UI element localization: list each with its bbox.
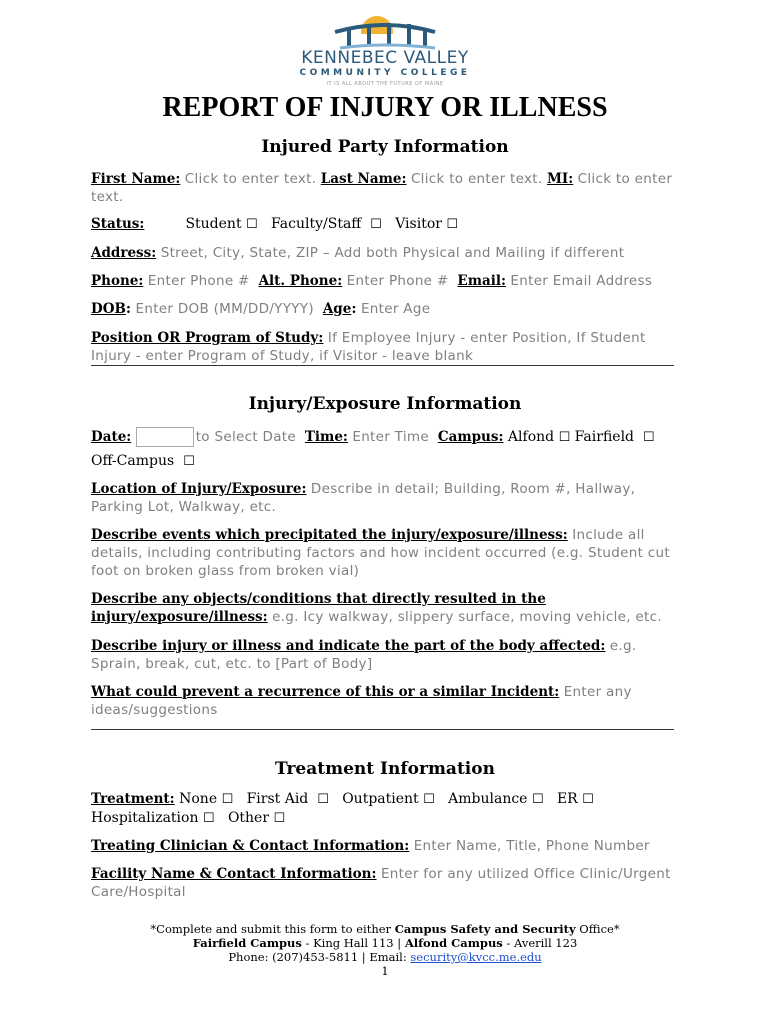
logo-line1: KENNEBEC VALLEY <box>301 48 469 68</box>
section-treatment: Treatment Information <box>275 759 495 779</box>
treatment-hospitalization-checkbox[interactable]: ☐ <box>202 811 215 826</box>
events-field-wrap-2[interactable]: foot on broken glass from broken vial) <box>91 563 360 579</box>
treatment-ambulance-label: Ambulance <box>448 791 528 807</box>
bodypart-field-wrap[interactable]: Sprain, break, cut, etc. to [Part of Body] <box>91 656 373 672</box>
footer-email-link[interactable]: security@kvcc.me.edu <box>410 950 542 964</box>
location-label: Location of Injury/Exposure: <box>91 481 307 497</box>
treatment-none-checkbox[interactable]: ☐ <box>221 792 234 807</box>
footer-alfond-location: - Averill 123 <box>502 936 578 950</box>
status-label: Status: <box>91 216 145 232</box>
section-divider <box>91 365 674 366</box>
events-field[interactable]: Include all <box>572 527 645 543</box>
offcampus-row <box>91 452 681 471</box>
email-label: Email: <box>457 273 506 289</box>
treatment-firstaid-label: First Aid <box>246 791 309 807</box>
objects-row <box>91 590 681 626</box>
mi-label: MI: <box>546 171 574 187</box>
logo-tagline: IT IS ALL ABOUT THE FUTURE OF MAINE <box>326 81 444 87</box>
footer-line1 <box>0 922 770 936</box>
bodypart-field[interactable]: e.g. <box>609 638 637 654</box>
location-row <box>91 480 681 516</box>
time-field[interactable]: Enter Time <box>352 429 429 445</box>
date-row <box>91 427 681 447</box>
date-picker[interactable] <box>136 427 194 447</box>
page-title: REPORT OF INJURY OR ILLNESS <box>162 92 608 123</box>
status-student-label: Student <box>185 216 242 232</box>
address-label: Address: <box>91 245 157 261</box>
treatment-firstaid-checkbox[interactable]: ☐ <box>317 792 329 807</box>
treatment-outpatient-checkbox[interactable]: ☐ <box>423 792 435 807</box>
treatment-outpatient-label: Outpatient <box>342 791 419 807</box>
position-label: Position OR Program of Study <box>91 330 319 346</box>
facility-field[interactable]: Enter for any utilized Office Clinic/Urgent <box>380 866 671 882</box>
campus-alfond-checkbox[interactable]: ☐ <box>558 430 571 445</box>
section-divider <box>91 729 674 730</box>
age-field[interactable]: Enter Age <box>360 301 431 317</box>
campus-fairfield-checkbox[interactable]: ☐ <box>642 430 655 445</box>
footer-line3 <box>0 950 770 964</box>
treatment-row <box>91 790 681 828</box>
first-name-label: First Name: <box>91 171 181 187</box>
status-faculty-checkbox[interactable]: ☐ <box>370 217 382 232</box>
dob-label: DOB <box>91 301 126 317</box>
facility-field-wrap[interactable]: Care/Hospital <box>91 884 186 900</box>
treatment-label: Treatment: <box>91 791 175 807</box>
events-field-wrap-1[interactable]: details, including contributing factors and how incident occurred (e.g. Student cut <box>91 545 670 561</box>
events-row <box>91 526 681 580</box>
page-number: 1 <box>381 964 389 978</box>
campus-fairfield-label: Fairfield <box>574 429 635 445</box>
bodypart-label: Describe injury or illness and indicate the part of the body affected: <box>91 638 606 654</box>
location-field[interactable]: Describe in detail; Building, Room #, Hallway, <box>310 481 636 497</box>
phone-row <box>91 272 681 290</box>
footer-phone: Phone: (207)453-5811 | Email: <box>228 950 411 964</box>
treatment-other-checkbox[interactable]: ☐ <box>273 811 286 826</box>
treatment-er-label: ER <box>556 791 578 807</box>
phone-field[interactable]: Enter Phone # <box>147 273 250 289</box>
section-injured-party: Injured Party Information <box>261 137 509 157</box>
treatment-other-label: Other <box>227 810 270 826</box>
date-label: Date: <box>91 429 132 445</box>
campus-offcampus-checkbox[interactable]: ☐ <box>183 454 195 469</box>
footer-office-suffix: Office* <box>575 922 620 936</box>
status-faculty-label: Faculty/Staff <box>271 216 362 232</box>
location-field-wrap[interactable]: Parking Lot, Walkway, etc. <box>91 499 277 515</box>
clinician-row <box>91 837 681 855</box>
last-name-field[interactable]: Click to enter text. <box>410 171 543 187</box>
treatment-er-checkbox[interactable]: ☐ <box>582 792 594 807</box>
events-label: Describe events which precipitated the injury/exposure/illness: <box>91 527 568 543</box>
position-field[interactable]: If Employee Injury - enter Position, If Student <box>327 330 646 346</box>
address-field[interactable]: Street, City, State, ZIP – Add both Physical and Mailing if different <box>160 245 625 261</box>
dob-row: DOB: Enter DOB (MM/DD/YYYY) Age: Enter Age <box>91 301 431 317</box>
footer-fairfield: Fairfield Campus <box>192 936 302 950</box>
prevent-field[interactable]: Enter any <box>563 684 632 700</box>
footer-instruction: *Complete and submit this form to either <box>150 922 395 936</box>
objects-label: Describe any objects/conditions that directly resulted in the <box>91 591 546 607</box>
clinician-field[interactable]: Enter Name, Title, Phone Number <box>413 838 650 854</box>
name-row <box>91 170 681 206</box>
status-row <box>91 215 681 234</box>
dob-field[interactable]: Enter DOB (MM/DD/YYYY) <box>135 301 314 317</box>
campus-label: Campus: <box>437 429 504 445</box>
footer <box>0 922 770 978</box>
college-logo <box>285 10 485 90</box>
status-student-checkbox[interactable]: ☐ <box>246 217 258 232</box>
first-name-field[interactable]: Click to enter text. <box>184 171 317 187</box>
treatment-none-label: None <box>179 791 218 807</box>
objects-label-wrap: injury/exposure/illness: <box>91 609 268 625</box>
position-row: Position OR Program of Study: If Employee Injury - enter Position, If Student Injury - enter Program of Study, if Visitor - leave blank <box>91 330 646 364</box>
alt-phone-field[interactable]: Enter Phone # <box>346 273 449 289</box>
campus-offcampus-label: Off-Campus <box>91 453 175 469</box>
footer-line2 <box>0 936 770 950</box>
date-field[interactable]: to Select Date <box>195 429 296 445</box>
treatment-hospitalization-label: Hospitalization <box>91 810 199 826</box>
footer-alfond: Alfond Campus <box>404 936 503 950</box>
status-visitor-checkbox[interactable]: ☐ <box>446 217 459 232</box>
facility-label: Facility Name & Contact Information: <box>91 866 377 882</box>
footer-office: Campus Safety and Security <box>394 922 576 936</box>
objects-field[interactable]: e.g. Icy walkway, slippery surface, moving vehicle, etc. <box>272 609 662 625</box>
mi-field[interactable]: Click to enter <box>577 171 673 187</box>
address-row <box>91 244 681 262</box>
position-field-wrap[interactable]: Injury - enter Program of Study, if Visitor - leave blank <box>91 348 474 364</box>
footer-fairfield-location: - King Hall 113 | <box>301 936 405 950</box>
email-field[interactable]: Enter Email Address <box>510 273 653 289</box>
time-label: Time: <box>304 429 348 445</box>
clinician-label: Treating Clinician & Contact Information: <box>91 838 410 854</box>
facility-row <box>91 865 681 901</box>
age-label: Age <box>322 301 352 317</box>
status-visitor-label: Visitor <box>395 216 442 232</box>
prevent-field-wrap[interactable]: ideas/suggestions <box>91 702 218 718</box>
alt-phone-label: Alt. Phone: <box>258 273 343 289</box>
logo-line2: COMMUNITY COLLEGE <box>299 68 471 78</box>
bodypart-row <box>91 637 681 673</box>
prevent-row <box>91 683 681 719</box>
campus-alfond-label: Alfond <box>507 429 555 445</box>
phone-label: Phone: <box>91 273 144 289</box>
mi-field-wrap[interactable]: text. <box>91 189 124 205</box>
last-name-label: Last Name: <box>320 171 407 187</box>
prevent-label: What could prevent a recurrence of this or a similar Incident: <box>91 684 560 700</box>
treatment-ambulance-checkbox[interactable]: ☐ <box>531 792 544 807</box>
section-exposure: Injury/Exposure Information <box>248 394 522 414</box>
